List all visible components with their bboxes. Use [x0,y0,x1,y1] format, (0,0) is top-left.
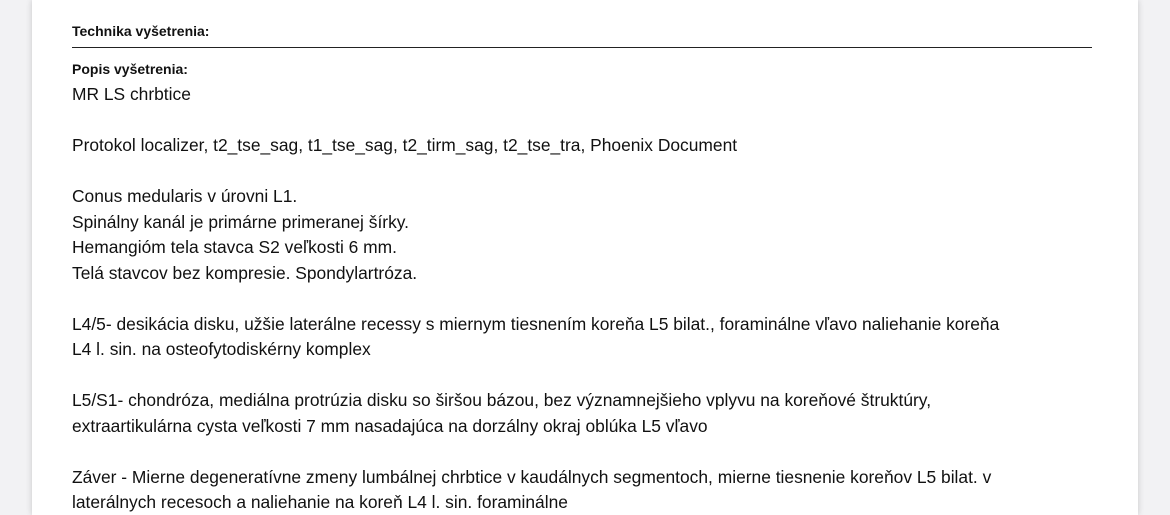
l45-finding-line: L4/5- desikácia disku, užšie laterálne recessy s miernym tiesnením koreňa L5 bilat., foraminálne vľavo naliehanie koreňa [72,313,1000,334]
paragraph-gap [72,159,1092,185]
conclusion-line: Záver - Mierne degeneratívne zmeny lumbálnej chrbtice v kaudálnych segmentoch, mierne tiesnenie koreňov L5 bilat. v [72,466,992,487]
paragraph-gap [72,286,1092,312]
protocol-line: Protokol localizer, t2_tse_sag, t1_tse_sag, t2_tirm_sag, t2_tse_tra, Phoenix Document [72,135,738,155]
l5s1-finding-line: extraartikulárna cysta veľkosti 7 mm nasadajúca na dorzálny okraj oblúka L5 vľavo [72,415,708,436]
finding-line: Spinálny kanál je primárne primeranej šírky. [72,211,410,232]
l45-finding-line: L4 l. sin. na osteofytodiskérny komplex [72,339,371,359]
technika-label: Technika vyšetrenia: [72,23,210,39]
l5s1-finding-line: L5/S1- chondróza, mediálna protrúzia disku so širšou bázou, bez významnejšieho vplyvu na koreňové štruktúry, [72,390,932,410]
exam-title: MR LS chrbtice [72,84,191,104]
paragraph-gap [72,108,1092,134]
document-page [32,0,1138,515]
finding-line: Conus medularis v úrovni L1. [72,186,298,206]
report-body [72,82,1092,515]
popis-label: Popis vyšetrenia: [72,61,188,77]
section-divider [72,47,1092,48]
finding-line: Telá stavcov bez kompresie. Spondylartróza. [72,262,418,283]
paragraph-gap [72,439,1092,465]
conclusion-line: laterálnych recesoch a naliehanie na koreň L4 l. sin. foraminálne [72,492,568,512]
paragraph-gap [72,363,1092,389]
finding-line: Hemangióm tela stavca S2 veľkosti 6 mm. [72,237,397,257]
